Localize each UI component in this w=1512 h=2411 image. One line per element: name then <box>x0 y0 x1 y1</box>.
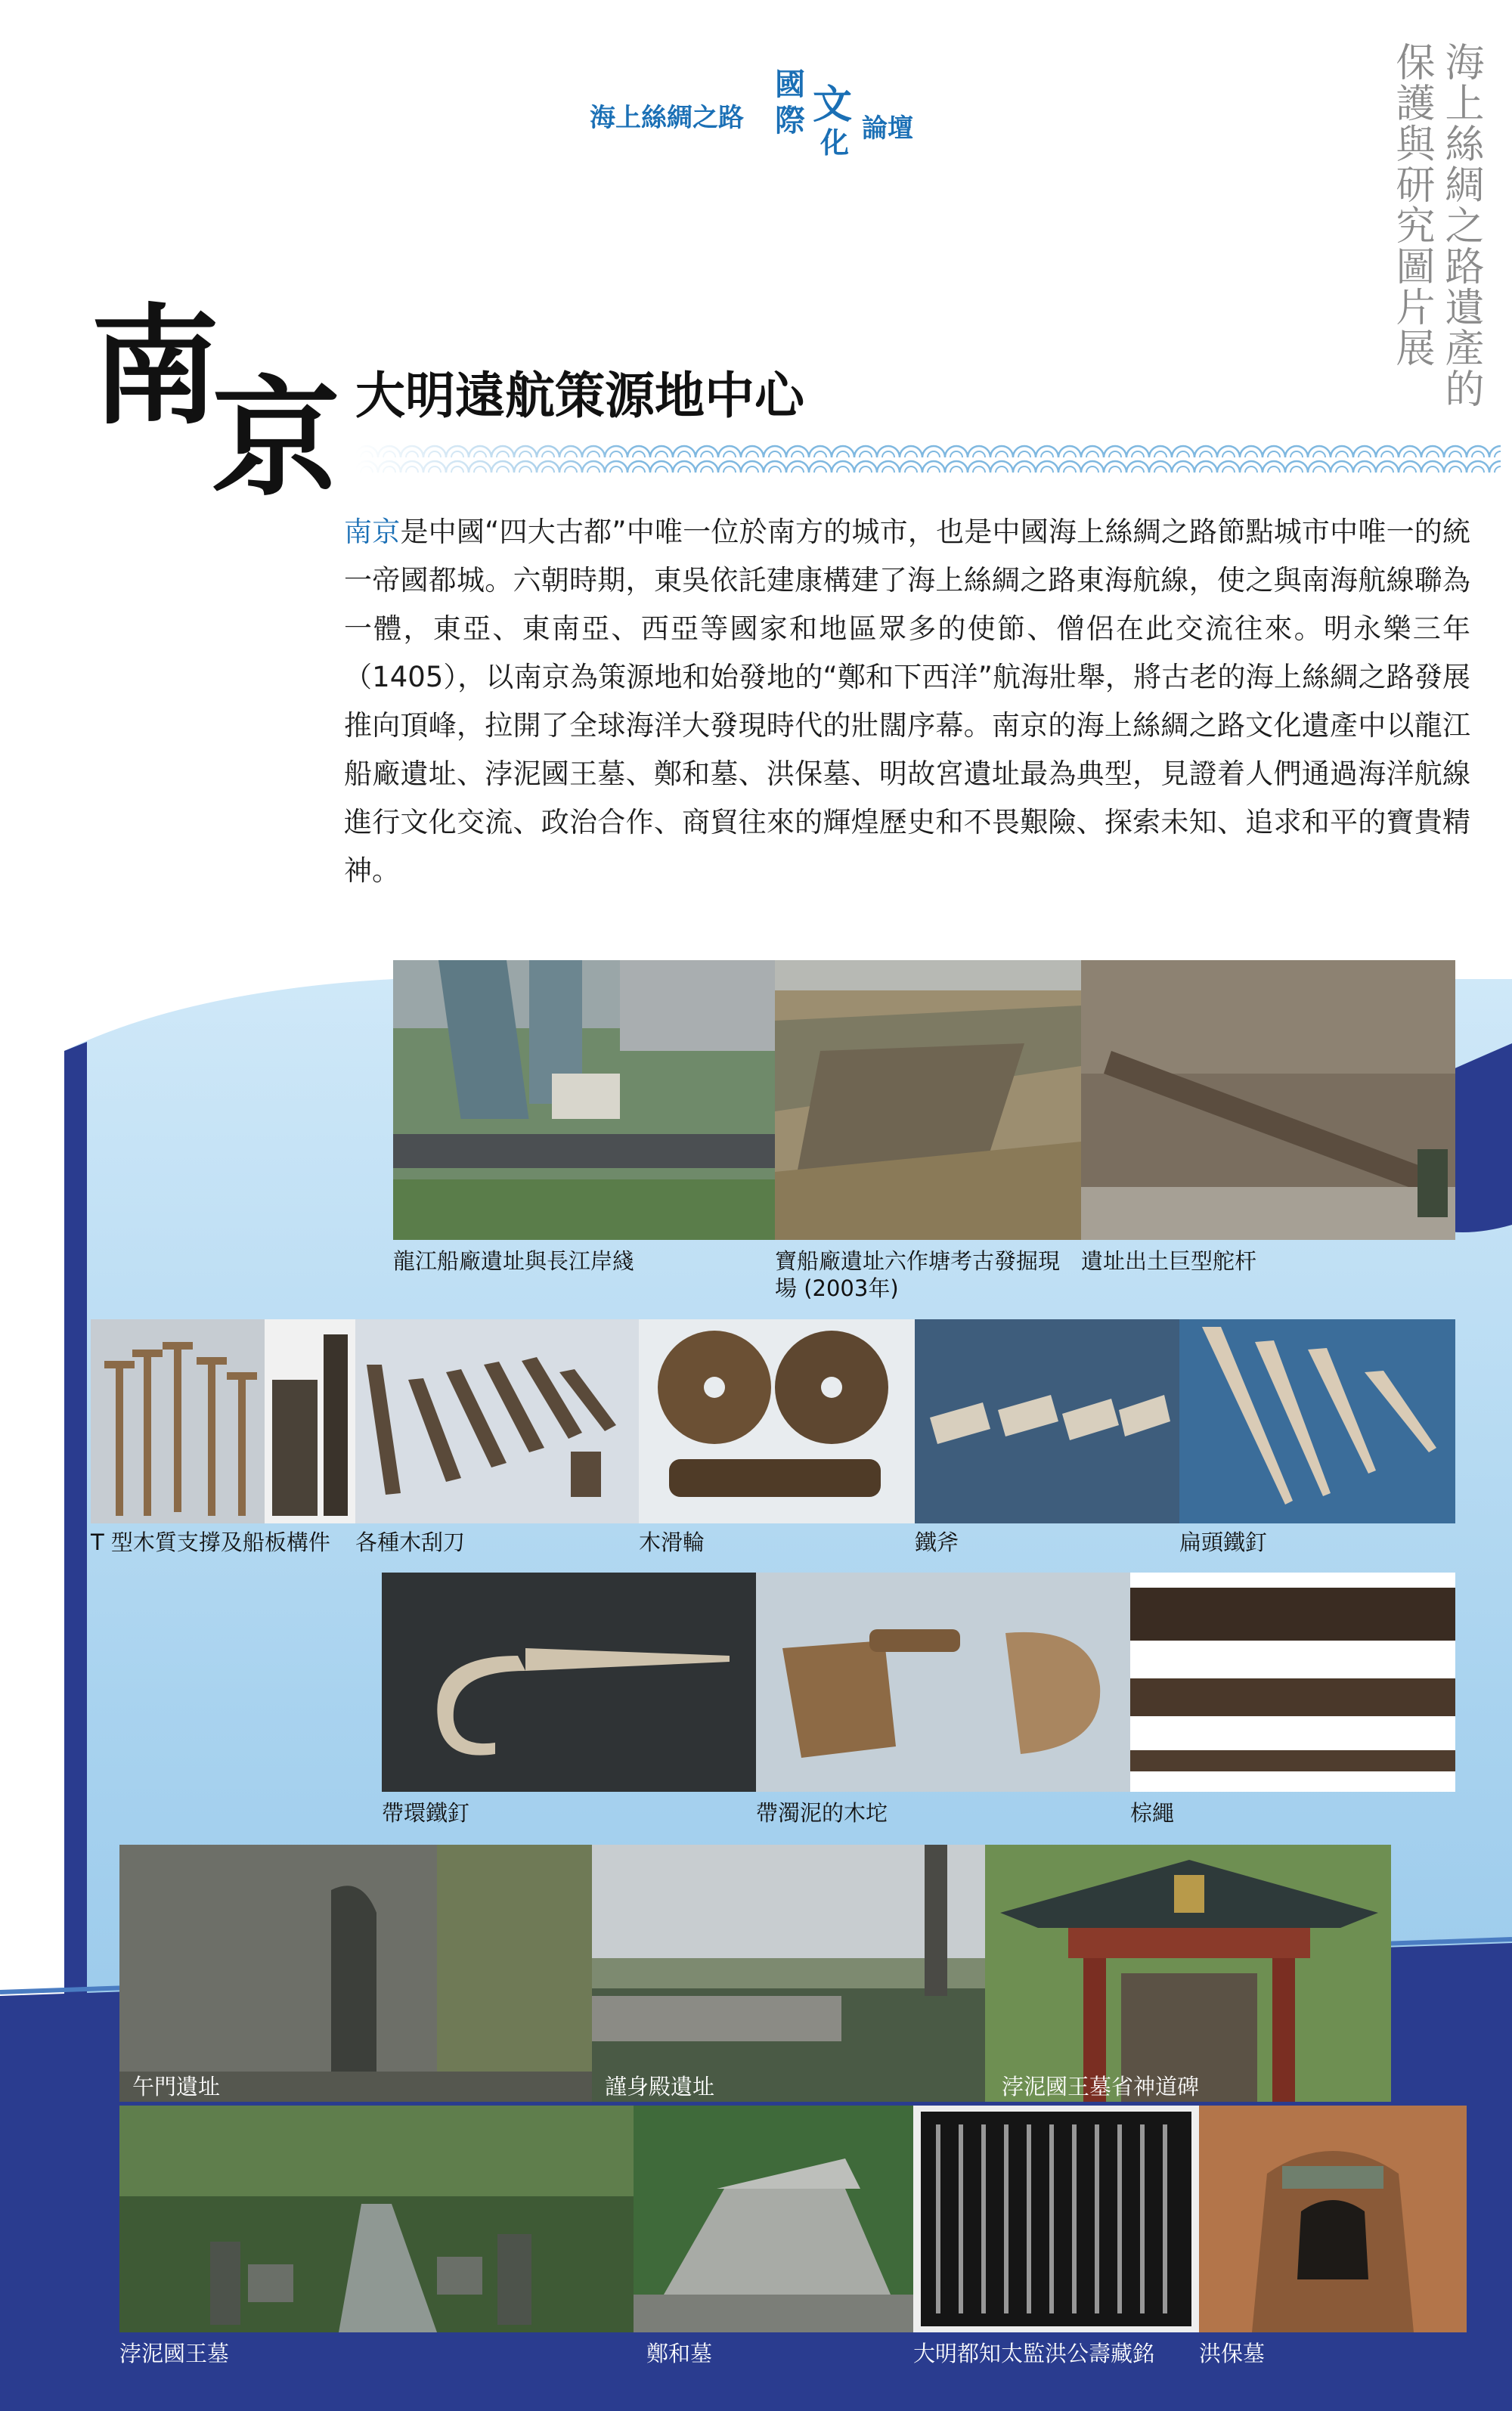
intro-body-text: 是中國“四大古都”中唯一位於南方的城市，也是中國海上絲綢之路節點城市中唯一的統一帝國都城。六朝時期，東吳依託建康構建了海上絲綢之路東海航線，使之與南海航線聯為一體，東亞、東南亞、西亞等國家和地區眾多的使節、僧侶在此交流往來。明永樂三年（1405），以南京為策源地和始發地的“鄭和下西洋”航海壯舉，將古老的海上絲綢之路發展推向頂峰，拉開了全球海洋大發現時代的壯闊序幕。南京的海上絲綢之路文化遺產中以龍江船廠遺址、浡泥國王墓、鄭和墓、洪保墓、明故宮遺址最為典型，見證着人們通過海洋航線進行文化交流、政治合作、商貿往來的輝煌歷史和不畏艱險、探索未知、追求和平的寶貴精神。 <box>344 516 1470 887</box>
logo-text-maritime: 海上絲綢之路 <box>590 103 744 133</box>
photo-boni-tomb <box>119 2106 634 2332</box>
title-char-nan: 南 <box>91 291 220 442</box>
title-char-jing: 京 <box>212 363 341 514</box>
photo-zhenghe-tomb <box>634 2106 913 2332</box>
page-subtitle: 大明遠航策源地中心 <box>355 367 804 425</box>
photo-wood-scrapers <box>355 1319 639 1523</box>
photo-giant-rudder <box>1081 960 1455 1240</box>
logo-text-wen: 文 <box>813 82 853 128</box>
caption-wumen: 午門遺址 <box>132 2074 221 2100</box>
logo-text-guo: 國 <box>775 67 805 102</box>
photo-wumen-site <box>119 1845 592 2102</box>
caption-boni-tomb: 浡泥國王墓 <box>119 2341 230 2366</box>
photo-iron-axes <box>915 1319 1179 1523</box>
photo-wood-pulley <box>639 1319 915 1523</box>
photo-flat-head-nails <box>1179 1319 1455 1523</box>
caption-pulley: 木滑輪 <box>639 1529 705 1555</box>
photo-longjiang-shipyard <box>393 960 775 1240</box>
logo-text-luntan: 論壇 <box>862 113 913 144</box>
photo-ring-nail <box>382 1573 756 1792</box>
logo-text-ji: 際 <box>775 104 805 138</box>
caption-mud-tool: 帶濁泥的木坨 <box>756 1800 888 1826</box>
caption-flat-nail: 扁頭鐵釘 <box>1179 1529 1268 1555</box>
photo-palm-rope <box>1130 1573 1455 1792</box>
photo-t-support <box>91 1319 265 1523</box>
caption-baochuan: 寶船廠遺址六作塘考古發掘現場 (2003年) <box>775 1248 1061 1301</box>
caption-hongbao: 洪保墓 <box>1199 2341 1266 2366</box>
caption-stele: 浡泥國王墓省神道碑 <box>1002 2074 1200 2100</box>
photo-boni-stele-pavilion <box>985 1845 1391 2102</box>
caption-zhenghe: 鄭和墓 <box>646 2341 713 2366</box>
caption-jinshen: 謹身殿遺址 <box>605 2074 715 2100</box>
caption-ring-nail: 帶環鐵釘 <box>382 1800 470 1826</box>
exhibition-title-col1: 海上絲綢之路遺產的 <box>1438 42 1483 409</box>
intro-highlight-nanjing: 南京 <box>344 516 401 548</box>
forum-logo <box>590 60 922 159</box>
caption-epitaph: 大明都知太監洪公壽藏銘 <box>913 2341 1155 2366</box>
caption-longjiang: 龍江船廠遺址與長江岸綫 <box>393 1248 635 1274</box>
caption-rope: 棕繩 <box>1130 1800 1175 1826</box>
photo-hongbao-epitaph-rubbing <box>913 2106 1199 2332</box>
intro-paragraph <box>344 508 1470 895</box>
photo-ship-plank <box>265 1319 355 1523</box>
caption-rudder: 遺址出土巨型舵杆 <box>1081 1248 1257 1274</box>
photo-mud-tool <box>756 1573 1130 1792</box>
photo-jinshen-hall-site <box>592 1845 985 2102</box>
caption-t-support: T 型木質支撐及船板構件 <box>91 1529 330 1555</box>
wave-pattern-divider <box>355 442 1501 473</box>
caption-scrapers: 各種木刮刀 <box>355 1529 466 1555</box>
exhibition-title-col2: 保護與研究圖片展 <box>1389 42 1434 368</box>
photo-baochuan-excavation <box>775 960 1081 1240</box>
logo-text-hua: 化 <box>820 126 850 160</box>
caption-axe: 鐵斧 <box>915 1529 959 1555</box>
photo-hongbao-tomb <box>1199 2106 1467 2332</box>
